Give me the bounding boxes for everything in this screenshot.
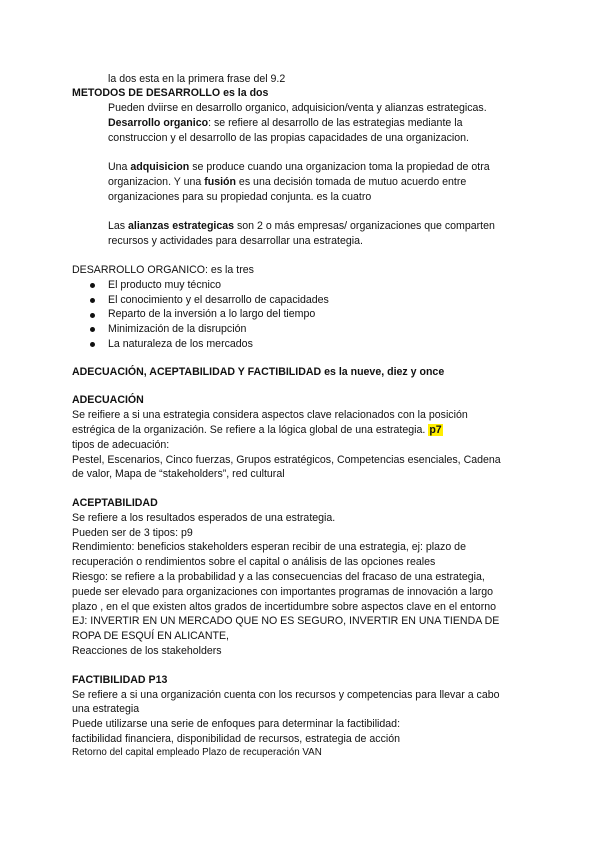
adecuacion-line-4: Pestel, Escenarios, Cinco fuerzas, Grupos estratégicos, Competencias esenciales, Cadena [72, 454, 501, 466]
metodos-heading [72, 86, 268, 100]
adquisicion-pre: Una [108, 161, 131, 173]
fusion-def: es una decisión tomada de mutuo acuerdo entre [235, 176, 467, 188]
fusion-line [108, 175, 466, 189]
page-ref-highlight: p7 [429, 424, 442, 436]
aceptabilidad-line-9: ROPA DE ESQUÍ EN ALICANTE, [72, 630, 229, 642]
bullet-dot [90, 298, 95, 303]
aceptabilidad-line-5: Riesgo: se refiere a la probabilidad y a las consecuencias del fracaso de una estrategia, [72, 571, 485, 583]
adquisicion-def: se produce cuando una organizacion toma la propiedad de otra [189, 161, 490, 173]
metodos-line-1: Pueden dviirse en desarrollo organico, adquisicion/venta y alianzas estrategicas. [108, 102, 487, 114]
metodos-heading-rest: es la dos [220, 87, 269, 99]
adecuacion-line-5: de valor, Mapa de “stakeholders”, red cultural [72, 468, 285, 480]
adecuacion-line-2 [72, 423, 443, 437]
factibilidad-line-1: Se refiere a si una organización cuenta con los recursos y competencias para llevar a cabo [72, 689, 500, 701]
factibilidad-line-4: factibilidad financiera, disponibilidad de recursos, estrategia de acción [72, 733, 401, 745]
alianzas-line-2: recursos y actividades para desarrollar una estrategia. [108, 235, 363, 247]
intro-line: la dos esta en la primera frase del 9.2 [108, 73, 286, 85]
bullet-dot [90, 283, 95, 288]
metodos-line-4: construccion y el desarrollo de las propias capacidades de una organizacion. [108, 132, 469, 144]
aceptabilidad-line-4: recuperación o rendimientos sobre el capital o análisis de las opciones reales [72, 556, 436, 568]
adecuacion-line-3: tipos de adecuación: [72, 439, 170, 451]
factibilidad-line-3: Puede utilizarse una serie de enfoques para determinar la factibilidad: [72, 718, 401, 730]
adecuacion-line-1: Se reifiere a si una estrategia considera aspectos clave relacionados con la posición [72, 409, 468, 421]
bullet-dot [90, 313, 95, 318]
factibilidad-heading: FACTIBILIDAD P13 [72, 674, 168, 686]
aceptabilidad-line-7: plazo , en el que existen altos grados de incertidumbre sobre aspectos clave en el entorno [72, 601, 497, 613]
bullet-item: Minimización de la disrupción [108, 323, 247, 335]
aceptabilidad-line-10: Reacciones de los stakeholders [72, 645, 222, 657]
desarrollo-organico-title: DESARROLLO ORGANICO: es la tres [72, 264, 254, 276]
alianzas-pre: Las [108, 220, 129, 232]
adquisicion-line [108, 160, 490, 174]
desarrollo-organico-def: : se refiere al desarrollo de las estrategias mediante la [208, 117, 463, 129]
fusion-term: fusión [204, 176, 236, 188]
fusion-line-2: organizaciones para su propiedad conjunta. es la cuatro [108, 191, 372, 203]
alianzas-line [108, 219, 495, 233]
aceptabilidad-line-8: EJ: INVERTIR EN UN MERCADO QUE NO ES SEGURO, INVERTIR EN UNA TIENDA DE [72, 615, 500, 627]
bullet-item: El producto muy técnico [108, 279, 222, 291]
adecuacion-heading: ADECUACIÓN [72, 394, 144, 406]
bullet-dot [90, 327, 95, 332]
desarrollo-organico-term: Desarrollo organico [108, 117, 209, 129]
bullet-item: La naturaleza de los mercados [108, 338, 253, 350]
bullet-item: El conocimiento y el desarrollo de capacidades [108, 294, 329, 306]
adecuacion-aceptabilidad-factibilidad-heading: ADECUACIÓN, ACEPTABILIDAD Y FACTIBILIDAD es la nueve, diez y once [72, 366, 445, 378]
bullet-item: Reparto de la inversión a lo largo del tiempo [108, 308, 316, 320]
aceptabilidad-line-2: Pueden ser de 3 tipos: p9 [72, 527, 193, 539]
alianzas-term: alianzas estrategicas [128, 220, 235, 232]
fusion-pre: organizacion. Y una [108, 176, 205, 188]
alianzas-def: son 2 o más empresas/ organizaciones que comparten [234, 220, 495, 232]
factibilidad-line-5: Retorno del capital empleado Plazo de recuperación VAN [72, 747, 322, 758]
aceptabilidad-heading: ACEPTABILIDAD [72, 497, 158, 509]
desarrollo-organico-line [108, 116, 462, 130]
factibilidad-line-2: una estrategia [72, 703, 140, 715]
aceptabilidad-line-3: Rendimiento: beneficios stakeholders esperan recibir de una estrategia, ej: plazo de [72, 541, 466, 553]
adecuacion-line-2-text: estrégica de la organización. Se refiere a la lógica global de una estrategia. [72, 424, 426, 436]
bullet-dot [90, 342, 95, 347]
aceptabilidad-line-1: Se refiere a los resultados esperados de una estrategia. [72, 512, 336, 524]
adquisicion-term: adquisicion [130, 161, 190, 173]
aceptabilidad-line-6: puede ser elevado para organizaciones con importantes programas de innovación a largo [72, 586, 494, 598]
metodos-heading-bold: METODOS DE DESARROLLO [72, 87, 221, 99]
